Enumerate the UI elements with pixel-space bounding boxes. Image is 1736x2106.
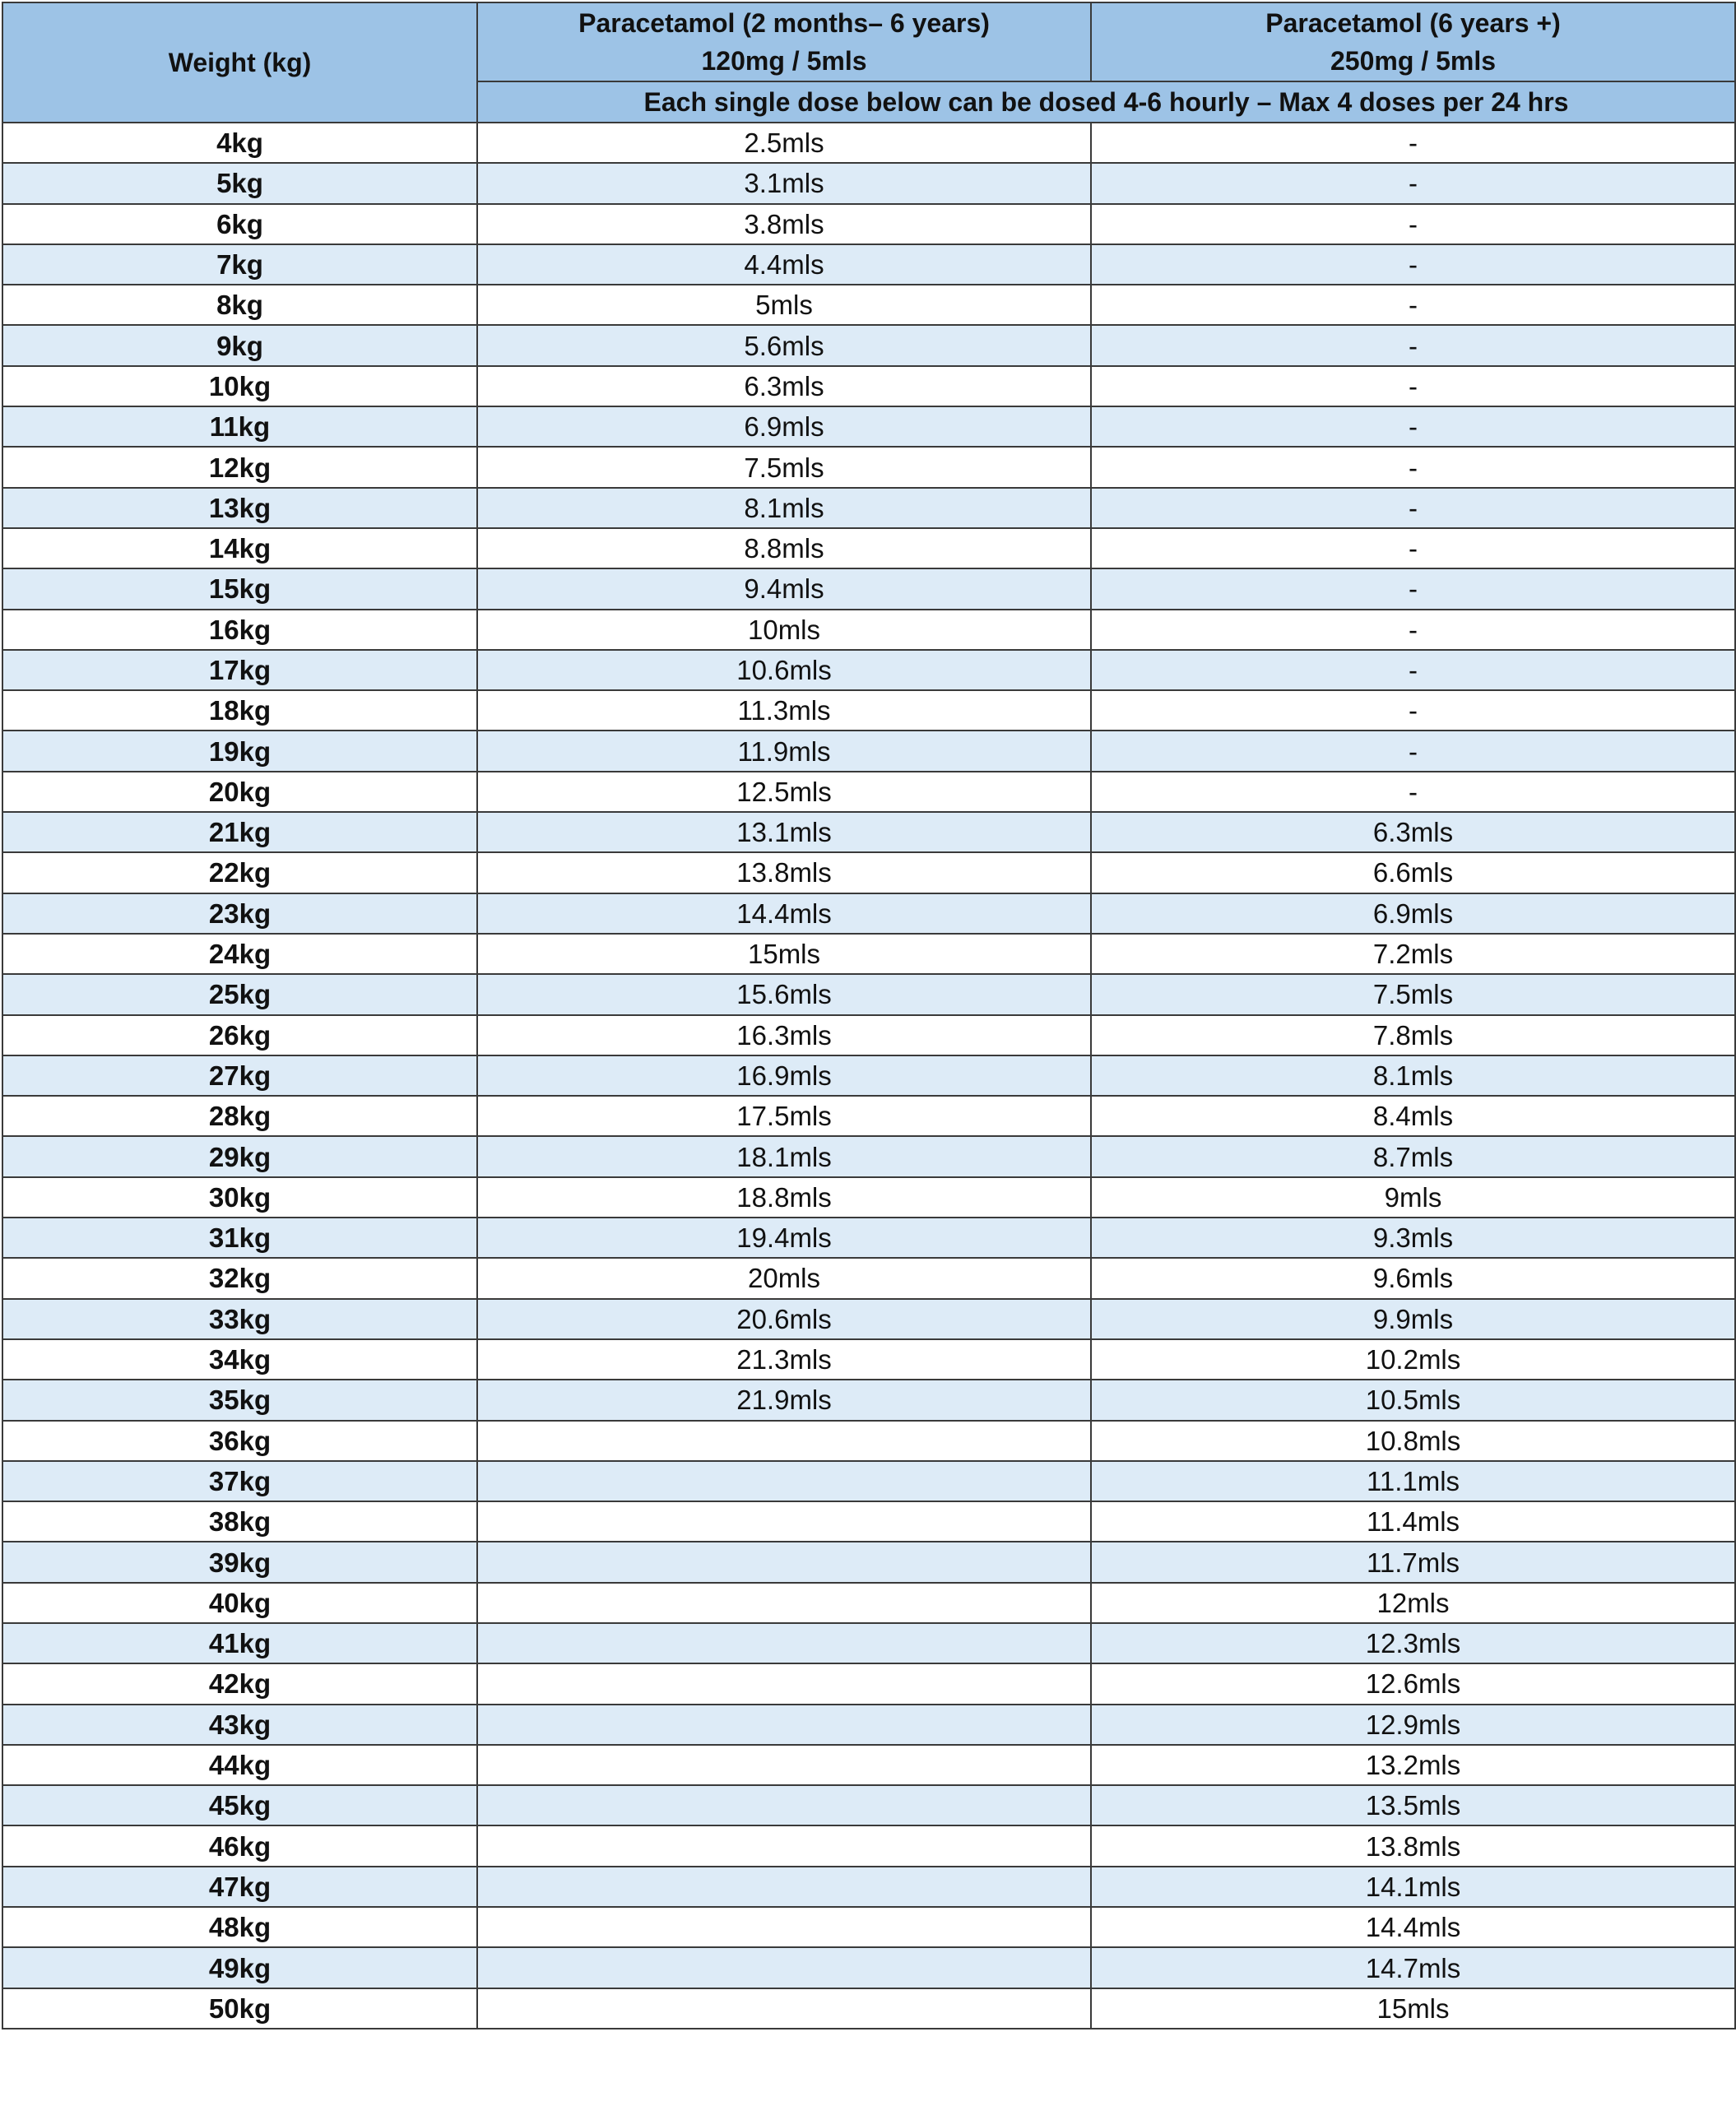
older-dose-cell: - [1091,244,1735,285]
young-dose-cell: 8.8mls [477,528,1091,568]
table-row [2,325,1735,365]
young-dose-cell: 9.4mls [477,568,1091,609]
table-row [2,1825,1735,1866]
young-dose-cell [477,1825,1091,1866]
young-dose-cell: 16.3mls [477,1015,1091,1055]
young-dose-cell: 15mls [477,934,1091,974]
table-body [2,123,1735,2029]
table-row [2,893,1735,934]
table-row [2,1907,1735,1947]
weight-cell: 24kg [2,934,477,974]
young-dose-cell: 6.9mls [477,406,1091,447]
weight-cell: 9kg [2,325,477,365]
young-dose-cell [477,1947,1091,1988]
young-dose-cell: 14.4mls [477,893,1091,934]
table-row [2,1177,1735,1218]
young-dose-cell [477,1421,1091,1461]
young-dose-cell: 13.1mls [477,812,1091,852]
table-row [2,1542,1735,1582]
table-row [2,1015,1735,1055]
table-row [2,163,1735,203]
table-row [2,974,1735,1014]
table-row [2,1380,1735,1420]
older-dose-cell: - [1091,447,1735,487]
table-row [2,650,1735,690]
young-dose-cell: 5mls [477,285,1091,325]
weight-cell: 34kg [2,1339,477,1380]
young-dose-cell [477,1867,1091,1907]
weight-cell: 26kg [2,1015,477,1055]
weight-cell: 46kg [2,1825,477,1866]
weight-cell: 28kg [2,1096,477,1136]
older-dose-cell: 12.6mls [1091,1663,1735,1704]
table-row [2,1258,1735,1298]
young-dose-cell: 3.8mls [477,204,1091,244]
table-row [2,1745,1735,1785]
weight-cell: 33kg [2,1299,477,1339]
weight-cell: 23kg [2,893,477,934]
older-header-title: Paracetamol (6 years +) [1265,8,1561,38]
weight-cell: 40kg [2,1583,477,1623]
older-dose-cell: 12.9mls [1091,1705,1735,1745]
table-row [2,1988,1735,2029]
young-dose-cell: 19.4mls [477,1218,1091,1258]
table-row [2,1461,1735,1501]
weight-cell: 12kg [2,447,477,487]
young-dose-cell: 16.9mls [477,1055,1091,1096]
weight-cell: 18kg [2,690,477,731]
table-row [2,690,1735,731]
young-header-title: Paracetamol (2 months– 6 years) [578,8,990,38]
older-dose-cell: 8.1mls [1091,1055,1735,1096]
weight-cell: 7kg [2,244,477,285]
older-dose-cell: 14.4mls [1091,1907,1735,1947]
table-row [2,406,1735,447]
older-dose-cell: - [1091,528,1735,568]
young-dose-cell: 4.4mls [477,244,1091,285]
young-dose-cell: 18.1mls [477,1136,1091,1176]
older-dose-cell: 6.9mls [1091,893,1735,934]
young-dose-cell [477,1663,1091,1704]
young-dose-cell: 8.1mls [477,488,1091,528]
older-dose-cell: 14.7mls [1091,1947,1735,1988]
dosage-table [2,2,1736,2029]
older-dose-cell: - [1091,366,1735,406]
weight-cell: 10kg [2,366,477,406]
weight-cell: 8kg [2,285,477,325]
table-row [2,1663,1735,1704]
table-row [2,1218,1735,1258]
young-dose-cell: 6.3mls [477,366,1091,406]
weight-cell: 32kg [2,1258,477,1298]
older-dose-cell: - [1091,406,1735,447]
weight-cell: 35kg [2,1380,477,1420]
young-dose-cell [477,1623,1091,1663]
young-dose-cell: 18.8mls [477,1177,1091,1218]
weight-cell: 37kg [2,1461,477,1501]
older-dose-cell: 6.3mls [1091,812,1735,852]
young-dose-cell: 2.5mls [477,123,1091,163]
older-dose-cell: - [1091,610,1735,650]
weight-cell: 25kg [2,974,477,1014]
young-dose-cell [477,1907,1091,1947]
older-dose-cell: 9mls [1091,1177,1735,1218]
table-header [2,2,1735,123]
weight-cell: 48kg [2,1907,477,1947]
older-dose-cell: 9.6mls [1091,1258,1735,1298]
young-dose-cell: 13.8mls [477,852,1091,893]
older-dose-cell: 13.5mls [1091,1785,1735,1825]
young-dose-cell: 7.5mls [477,447,1091,487]
table-row [2,1623,1735,1663]
weight-cell: 16kg [2,610,477,650]
weight-cell: 4kg [2,123,477,163]
young-dose-cell: 3.1mls [477,163,1091,203]
young-dose-cell: 20.6mls [477,1299,1091,1339]
weight-cell: 27kg [2,1055,477,1096]
table-row [2,1136,1735,1176]
table-row [2,1299,1735,1339]
table-row [2,852,1735,893]
young-dose-cell: 15.6mls [477,974,1091,1014]
young-dose-cell [477,1461,1091,1501]
table-row [2,731,1735,771]
weight-cell: 39kg [2,1542,477,1582]
table-row [2,528,1735,568]
weight-cell: 21kg [2,812,477,852]
weight-cell: 50kg [2,1988,477,2029]
table-row [2,204,1735,244]
older-dose-cell: - [1091,488,1735,528]
weight-cell: 5kg [2,163,477,203]
weight-cell: 31kg [2,1218,477,1258]
weight-column-header: Weight (kg) [2,2,477,123]
weight-cell: 14kg [2,528,477,568]
young-dose-cell: 11.3mls [477,690,1091,731]
weight-cell: 43kg [2,1705,477,1745]
weight-cell: 49kg [2,1947,477,1988]
weight-cell: 41kg [2,1623,477,1663]
older-dose-cell: 12.3mls [1091,1623,1735,1663]
weight-cell: 13kg [2,488,477,528]
weight-cell: 45kg [2,1785,477,1825]
older-dose-cell: 14.1mls [1091,1867,1735,1907]
young-dose-cell [477,1785,1091,1825]
older-dose-cell: 10.5mls [1091,1380,1735,1420]
table-row [2,812,1735,852]
young-dose-cell [477,1745,1091,1785]
table-row [2,366,1735,406]
older-dose-cell: - [1091,650,1735,690]
weight-cell: 38kg [2,1501,477,1542]
weight-cell: 29kg [2,1136,477,1176]
older-dose-cell: 8.7mls [1091,1136,1735,1176]
dosing-note: Each single dose below can be dosed 4-6 hourly – Max 4 doses per 24 hrs [477,81,1735,123]
older-header-strength: 250mg / 5mls [1330,46,1496,76]
older-dose-cell: - [1091,204,1735,244]
table-row [2,285,1735,325]
older-dose-cell: - [1091,123,1735,163]
young-dose-cell: 12.5mls [477,772,1091,812]
older-dose-cell: 7.8mls [1091,1015,1735,1055]
weight-cell: 42kg [2,1663,477,1704]
table-row [2,1096,1735,1136]
table-row [2,1705,1735,1745]
young-dose-cell: 5.6mls [477,325,1091,365]
table-row [2,568,1735,609]
older-dose-cell: 10.2mls [1091,1339,1735,1380]
weight-cell: 47kg [2,1867,477,1907]
table-row [2,934,1735,974]
older-dose-cell: 9.9mls [1091,1299,1735,1339]
older-dose-cell: - [1091,568,1735,609]
older-dose-cell: 11.4mls [1091,1501,1735,1542]
young-dose-cell: 20mls [477,1258,1091,1298]
older-dose-cell: 10.8mls [1091,1421,1735,1461]
older-dose-cell: 13.8mls [1091,1825,1735,1866]
table-row [2,1785,1735,1825]
young-dose-cell: 21.3mls [477,1339,1091,1380]
table-row [2,447,1735,487]
young-dose-cell [477,1705,1091,1745]
young-dose-cell: 11.9mls [477,731,1091,771]
older-dose-cell: - [1091,731,1735,771]
older-dose-cell: 8.4mls [1091,1096,1735,1136]
older-dose-cell: - [1091,772,1735,812]
older-dose-cell: 13.2mls [1091,1745,1735,1785]
paracetamol-young-header [477,2,1091,81]
older-dose-cell: 12mls [1091,1583,1735,1623]
young-dose-cell [477,1542,1091,1582]
table-row [2,1583,1735,1623]
young-dose-cell: 10mls [477,610,1091,650]
weight-cell: 15kg [2,568,477,609]
table-row [2,1947,1735,1988]
weight-cell: 19kg [2,731,477,771]
young-dose-cell: 17.5mls [477,1096,1091,1136]
table-row [2,1055,1735,1096]
older-dose-cell: 11.1mls [1091,1461,1735,1501]
older-dose-cell: - [1091,285,1735,325]
weight-cell: 20kg [2,772,477,812]
weight-cell: 30kg [2,1177,477,1218]
young-dose-cell: 21.9mls [477,1380,1091,1420]
weight-cell: 17kg [2,650,477,690]
young-dose-cell [477,1988,1091,2029]
table-row [2,123,1735,163]
weight-cell: 22kg [2,852,477,893]
table-row [2,1867,1735,1907]
table-row [2,244,1735,285]
older-dose-cell: 11.7mls [1091,1542,1735,1582]
table-row [2,1421,1735,1461]
weight-cell: 11kg [2,406,477,447]
older-dose-cell: - [1091,163,1735,203]
young-header-strength: 120mg / 5mls [701,46,867,76]
weight-cell: 6kg [2,204,477,244]
table-row [2,488,1735,528]
older-dose-cell: 15mls [1091,1988,1735,2029]
older-dose-cell: 7.2mls [1091,934,1735,974]
young-dose-cell [477,1583,1091,1623]
older-dose-cell: 7.5mls [1091,974,1735,1014]
table-row [2,610,1735,650]
table-row [2,1501,1735,1542]
older-dose-cell: 9.3mls [1091,1218,1735,1258]
paracetamol-older-header [1091,2,1735,81]
table-row [2,772,1735,812]
young-dose-cell: 10.6mls [477,650,1091,690]
weight-cell: 44kg [2,1745,477,1785]
young-dose-cell [477,1501,1091,1542]
weight-cell: 36kg [2,1421,477,1461]
older-dose-cell: - [1091,690,1735,731]
table-row [2,1339,1735,1380]
older-dose-cell: 6.6mls [1091,852,1735,893]
older-dose-cell: - [1091,325,1735,365]
